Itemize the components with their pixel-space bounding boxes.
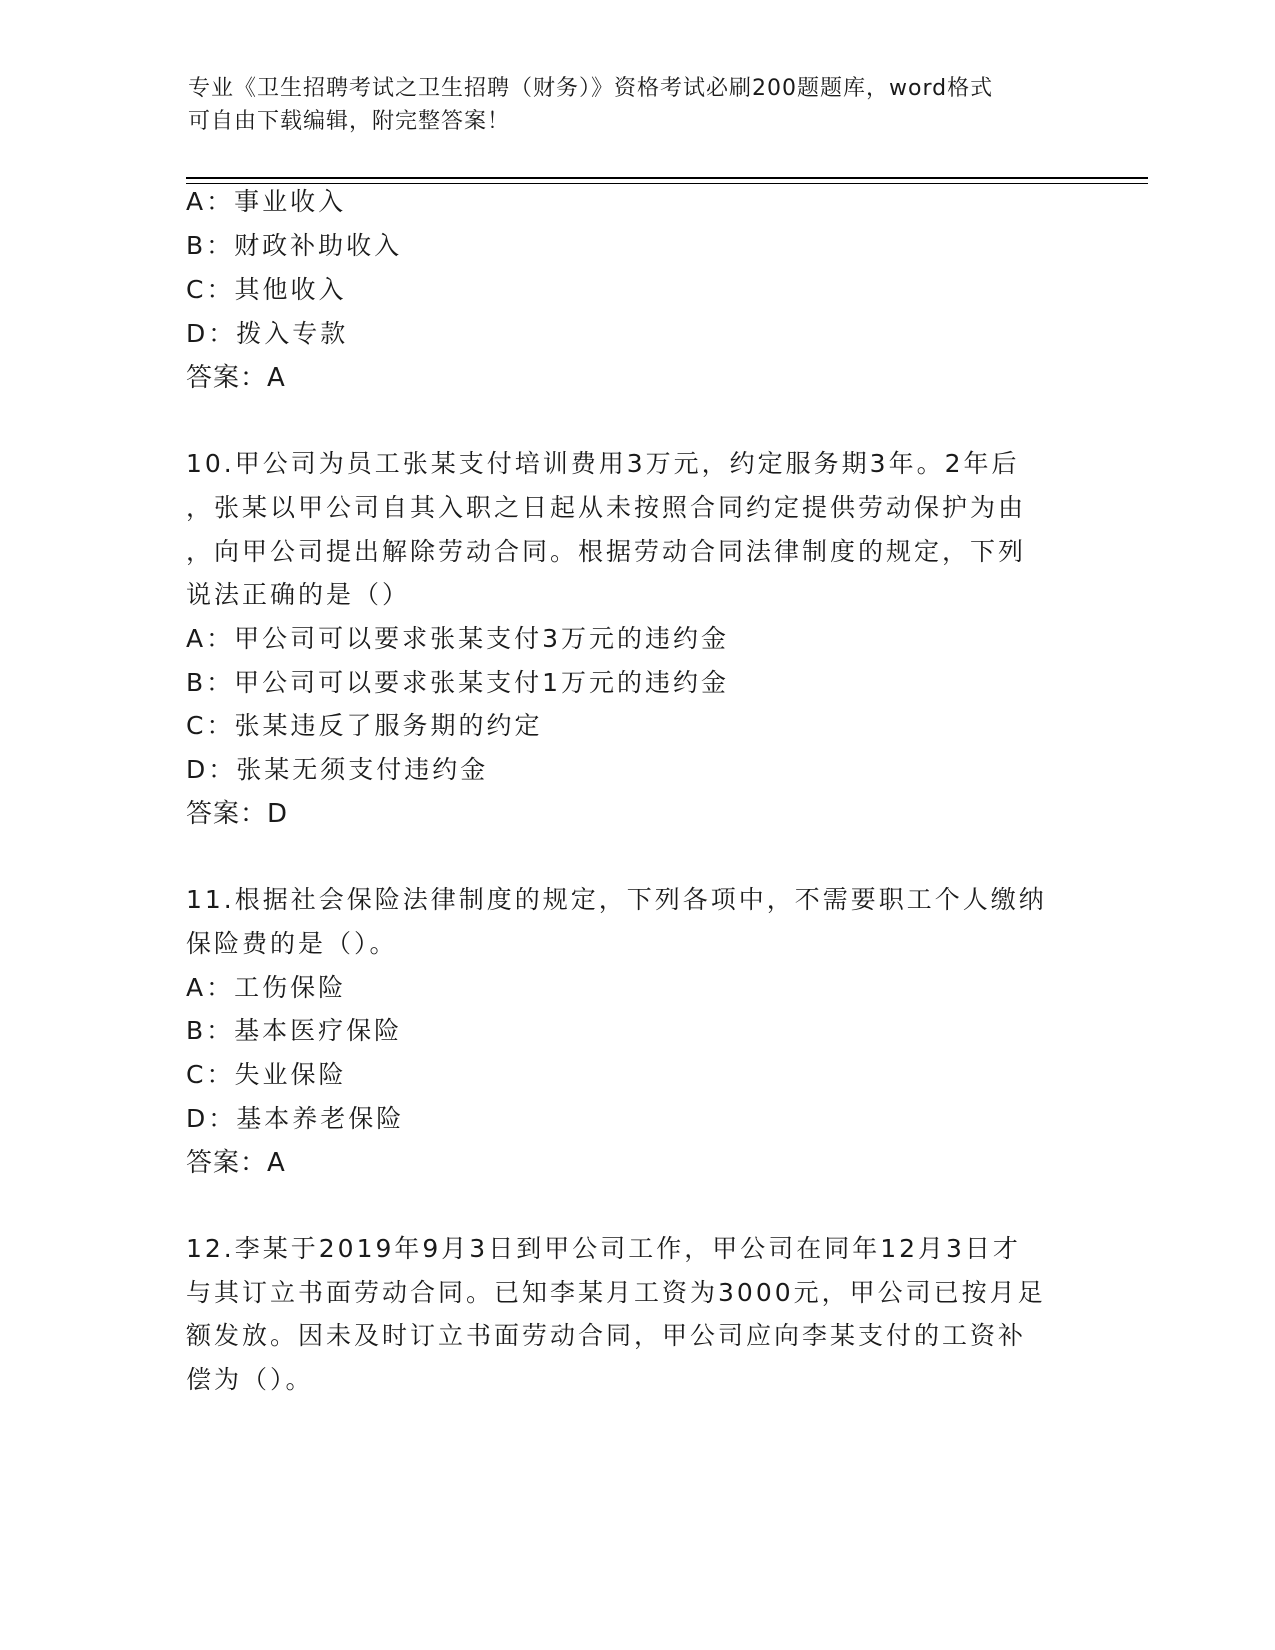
q10-stem-line: 说法正确的是（） xyxy=(186,580,411,609)
header-divider-thin xyxy=(186,183,1148,184)
q10-answer: 答案：D xyxy=(186,799,289,829)
q12-stem-line: 偿为（）。 xyxy=(186,1365,314,1394)
q11-stem-line: 11.根据社会保险法律制度的规定，下列各项中，不需要职工个人缴纳 xyxy=(186,885,1047,914)
q11-stem-line: 保险费的是（）。 xyxy=(186,929,398,958)
q11-option-a: A：工伤保险 xyxy=(186,973,347,1002)
page-header xyxy=(188,72,1088,138)
q11-option-b: B：基本医疗保险 xyxy=(186,1016,403,1045)
q10-option-d: D：张某无须支付违约金 xyxy=(186,755,489,784)
q11-option-d: D：基本养老保险 xyxy=(186,1104,405,1133)
q10-option-c: C：张某违反了服务期的约定 xyxy=(186,711,543,740)
q10-stem-line: 10.甲公司为员工张某支付培训费用3万元，约定服务期3年。2年后 xyxy=(186,449,1020,478)
q12-stem-line: 12.李某于2019年9月3日到甲公司工作，甲公司在同年12月3日才 xyxy=(186,1234,1021,1263)
header-divider-thick xyxy=(186,177,1148,179)
q9-answer: 答案：A xyxy=(186,363,286,393)
q11-answer: 答案：A xyxy=(186,1148,286,1178)
q10-stem-line: ，向甲公司提出解除劳动合同。根据劳动合同法律制度的规定，下列 xyxy=(186,537,1027,566)
header-line-1: 专业《卫生招聘考试之卫生招聘（财务）》资格考试必刷200题题库，word格式 xyxy=(188,76,994,101)
q12-stem-line: 与其订立书面劳动合同。已知李某月工资为3000元，甲公司已按月足 xyxy=(186,1278,1046,1307)
q10-option-b: B：甲公司可以要求张某支付1万元的违约金 xyxy=(186,668,730,697)
header-line-2: 可自由下载编辑，附完整答案！ xyxy=(188,109,511,134)
q10-option-a: A：甲公司可以要求张某支付3万元的违约金 xyxy=(186,624,730,653)
q10-stem-line: ，张某以甲公司自其入职之日起从未按照合同约定提供劳动保护为由 xyxy=(186,493,1027,522)
q9-option-c: C：其他收入 xyxy=(186,275,347,304)
q12-stem-line: 额发放。因未及时订立书面劳动合同，甲公司应向李某支付的工资补 xyxy=(186,1321,1027,1350)
q9-option-b: B：财政补助收入 xyxy=(186,231,403,260)
q9-option-d: D：拨入专款 xyxy=(186,319,349,348)
q9-option-a: A：事业收入 xyxy=(186,187,347,216)
q11-option-c: C：失业保险 xyxy=(186,1060,347,1089)
